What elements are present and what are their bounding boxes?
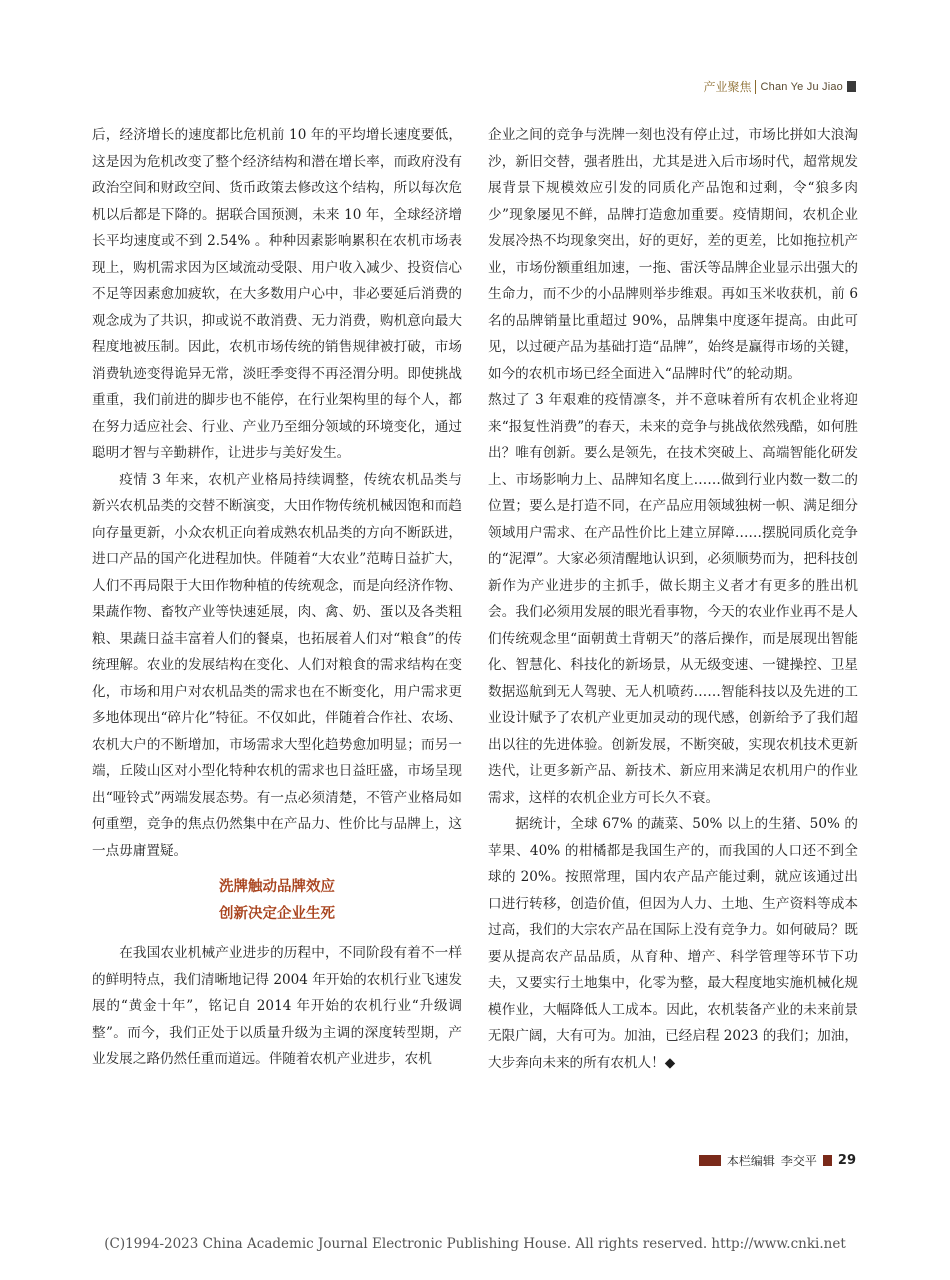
section-header	[703, 78, 856, 95]
section-title-en: Chan Ye Ju Jiao	[760, 80, 843, 93]
page-number: 29	[837, 1153, 856, 1168]
paragraph: 疫情 3 年来，农机产业格局持续调整，传统农机品类与新兴农机品类的交替不断演变，大田作物传统机械因饱和而趋向存量更新，小众农机正向着成熟农机品类的方向不断跃进，进口产品的国产化进程加快。伴随着“大农业”范畴日益扩大，人们不再局限于大田作物种植的传统观念，而是向经济作物、果蔬作物、畜牧产业等快速延展，肉、禽、奶、蛋以及各类粗粮、果蔬日益丰富着人们的餐桌，也拓展着人们对“粮食”的传统理解。农业的发展结构在变化、人们对粮食的需求结构在变化，市场和用户对农机品类的需求也在不断变化，用户需求更多地体现出“碎片化”特征。不仅如此，伴随着合作社、农场、农机大户的不断增加，市场需求大型化趋势愈加明显；而另一端，丘陵山区对小型化特种农机的需求也日益旺盛，市场呈现出“哑铃式”两端发展态势。有一点必须清楚，不管产业格局如何重塑，竞争的焦点仍然集中在产品力、性价比与品牌上，这一点毋庸置疑。	[92, 471, 462, 859]
left-column	[92, 122, 462, 1073]
right-column	[488, 122, 858, 1076]
footer-square-icon	[823, 1155, 832, 1166]
editor-label: 本栏编辑	[726, 1154, 775, 1168]
paragraph: 熬过了 3 年艰难的疫情凛冬，并不意味着所有农机企业将迎来“报复性消费”的春天，未来的竞争与挑战依然残酷，如何胜出？唯有创新。要么是领先，在技术突破上、高端智能化研发上、市场影响力上、品牌知名度上……做到行业内数一数二的位置；要么是打造不同，在产品应用领域独树一帜、满足细分领域用户需求、在产品性价比上建立屏障……摆脱同质化竞争的“泥潭”。大家必须清醒地认识到，必须顺势而为，把科技创新作为产业进步的主抓手，做长期主义者才有更多的胜出机会。我们必须用发展的眼光看事物，今天的农业作业再不是人们传统观念里“面朝黄土背朝天”的落后操作，而是展现出智能化、智慧化、科技化的新场景，从无级变速、一键操控、卫星数据巡航到无人驾驶、无人机喷药……智能科技以及先进的工业设计赋予了农机产业更加灵动的现代感，创新给予了我们超出以往的先进体验。创新发展，不断突破，实现农机技术更新迭代，让更多新产品、新技术、新应用来满足农机用户的作业需求，这样的农机企业方可长久不衰。	[488, 392, 858, 806]
paragraph: 在我国农业机械产业进步的历程中，不同阶段有着不一样的鲜明特点，我们清晰地记得 2004 年开始的农机行业飞速发展的“黄金十年”，铭记自 2014 年开始的农机行业“升级调整”。而今，我们正处于以质量升级为主调的深度转型期，产业发展之路仍然任重而道远。伴随着农机产业进步，农机	[92, 945, 462, 1067]
paragraph: 据统计，全球 67% 的蔬菜、50% 以上的生猪、50% 的苹果、40% 的柑橘都是我国生产的，而我国的人口还不到全球的 20%。按照常理，国内农产品产能过剩，就应该通过出口进行转移，创造价值，但因为人力、土地、生产资料等成本过高，我们的大宗农产品在国际上没有竞争力。如何破局？既要从提高农产品品质，从育种、增产、科学管理等环节下功夫，又要实行土地集中，化零为整，最大程度地实施机械化规模作业，大幅降低人工成本。因此，农机装备产业的未来前景无限广阔，大有可为。加油，已经启程 2023 的我们；加油，大步奔向未来的所有农机人！◆	[488, 816, 858, 1071]
header-divider	[755, 80, 756, 94]
footer-bar-icon	[699, 1155, 721, 1166]
page-footer	[699, 1152, 856, 1169]
section-title-cn: 产业聚焦	[703, 80, 752, 94]
subheading	[92, 874, 462, 928]
subheading-line: 创新决定企业生死	[219, 906, 335, 922]
header-square-icon	[847, 81, 856, 92]
editor-name: 李交平	[780, 1154, 817, 1168]
copyright-notice: (C)1994-2023 China Academic Journal Electronic Publishing House. All rights reserved. http://www.cnki.net	[104, 1236, 846, 1252]
paragraph: 后，经济增长的速度都比危机前 10 年的平均增长速度要低，这是因为危机改变了整个经济结构和潜在增长率，而政府没有政治空间和财政空间、货币政策去修改这个结构，所以每次危机以后都是下降的。据联合国预测，未来 10 年，全球经济增长平均速度或不到 2.54% 。种种因素影响累积在农机市场表现上，购机需求因为区域流动受限、用户收入减少、投资信心不足等因素愈加疲软，在大多数用户心中，非必要延后消费的观念成为了共识，抑或说不敢消费、无力消费，购机意向最大程度地被压制。因此，农机市场传统的销售规律被打破，市场消费轨迹变得诡异无常，淡旺季变得不再泾渭分明。即使挑战重重，我们前进的脚步也不能停，在行业架构里的每个人，都在努力适应社会、行业、产业乃至细分领域的环境变化，通过聪明才智与辛勤耕作，让进步与美好发生。	[92, 127, 462, 461]
subheading-line: 洗牌触动品牌效应	[219, 879, 335, 895]
paragraph: 企业之间的竞争与洗牌一刻也没有停止过，市场比拼如大浪淘沙，新旧交替，强者胜出，尤其是进入后市场时代，超常规发展背景下规模效应引发的同质化产品饱和过剩，令“狼多肉少”现象屡见不鲜，品牌打造愈加重要。疫情期间，农机企业发展冷热不均现象突出，好的更好，差的更差，比如拖拉机产业，市场份额重组加速，一拖、雷沃等品牌企业显示出强大的生命力，而不少的小品牌则举步维艰。再如玉米收获机，前 6 名的品牌销量比重超过 90%，品牌集中度逐年提高。由此可见，以过硬产品为基础打造“品牌”，始终是赢得市场的关键，如今的农机市场已经全面进入“品牌时代”的轮动期。	[488, 127, 858, 382]
